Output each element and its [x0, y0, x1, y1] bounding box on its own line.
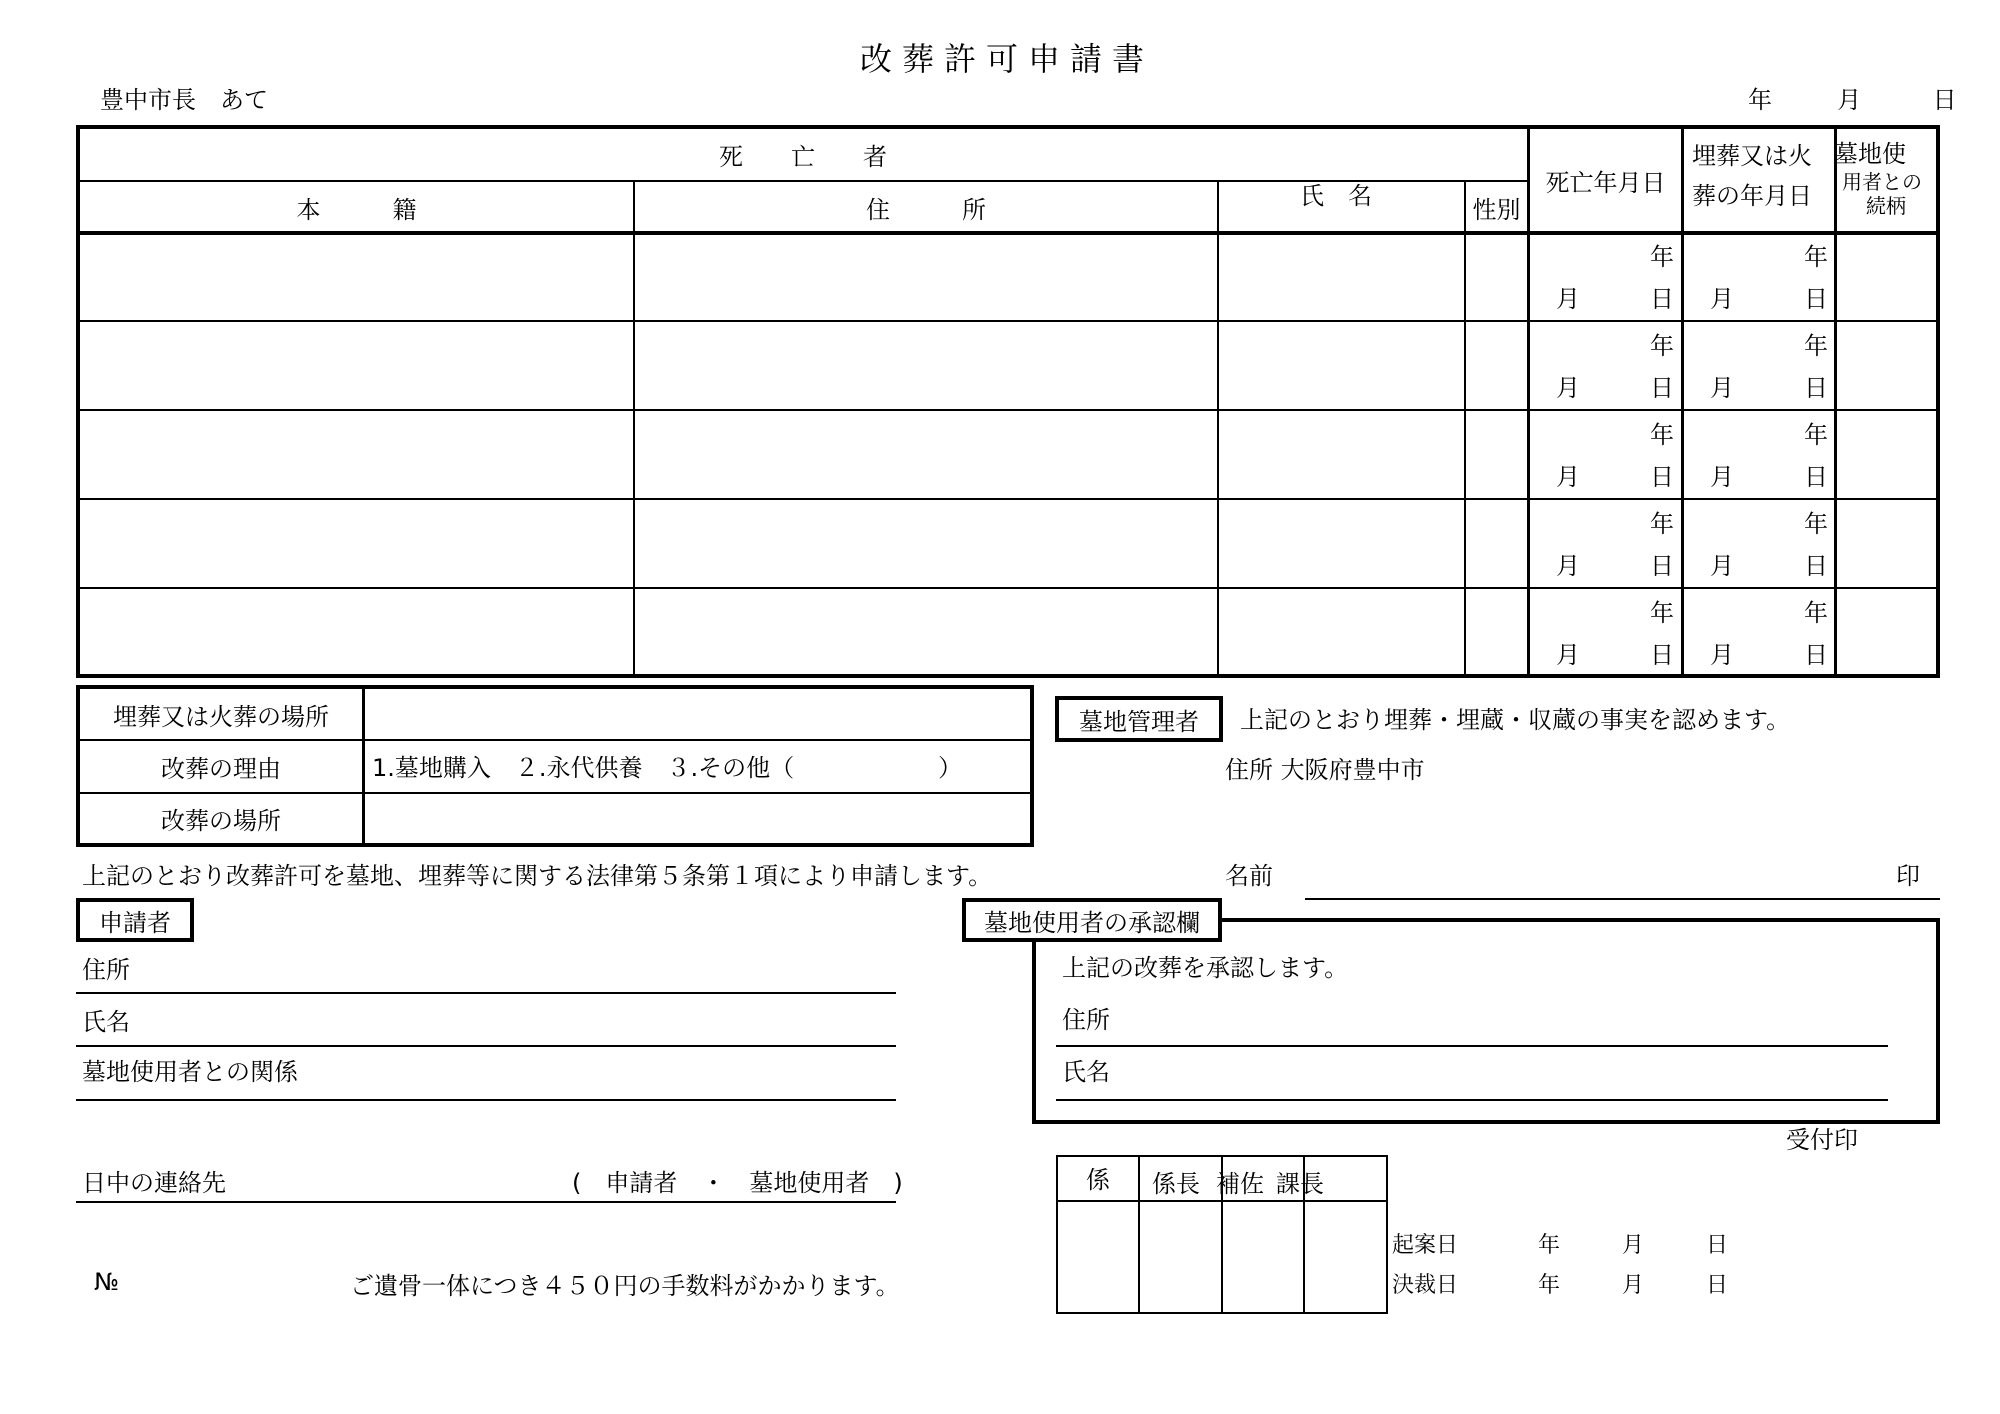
office-col-staff: 係	[1086, 1166, 1110, 1194]
col-death-date: 死亡年月日	[1545, 168, 1666, 197]
row-4-death-year: 年	[1650, 510, 1674, 538]
reburial-place-label: 改葬の場所	[161, 807, 281, 835]
approval-name-label: 氏名	[1062, 1058, 1110, 1086]
decision-date-year: 年	[1538, 1273, 1561, 1298]
header-date-year: 年	[1748, 86, 1772, 114]
row-4-death-month: 月	[1556, 552, 1580, 580]
row-3-burial-month: 月	[1710, 463, 1734, 491]
row-1-burial-month: 月	[1710, 285, 1734, 313]
applicant-address-label: 住所	[82, 956, 130, 984]
office-col-chief: 係長	[1152, 1170, 1200, 1198]
draft-date-year: 年	[1538, 1233, 1561, 1258]
row-3-death-day: 日	[1650, 463, 1674, 491]
manager-name-line[interactable]	[1305, 898, 1940, 900]
manager-seal: 印	[1896, 862, 1920, 890]
col-honseki: 本 籍	[296, 195, 417, 224]
manager-name-label: 名前	[1225, 862, 1273, 890]
header-date	[1748, 80, 1957, 115]
row-2-death-month: 月	[1556, 374, 1580, 402]
row-5-death-month: 月	[1556, 641, 1580, 669]
approval-name-line[interactable]	[1056, 1099, 1888, 1101]
addressee: 豊中市長 あて	[100, 86, 268, 114]
col-relation-line1: 墓地使	[1834, 140, 1906, 168]
deceased-header: 死 亡 者	[719, 143, 887, 171]
applicant-address-line[interactable]	[76, 992, 896, 994]
row-5-burial-year: 年	[1804, 599, 1828, 627]
header-date-month: 月	[1837, 86, 1862, 114]
row-1-death-month: 月	[1556, 285, 1580, 313]
col-relation-line2: 用者との	[1842, 170, 1922, 194]
draft-date-row	[1392, 1228, 1728, 1259]
decision-date-row	[1392, 1268, 1728, 1299]
office-col-manager: 課長	[1276, 1170, 1324, 1198]
draft-date-day: 日	[1706, 1233, 1729, 1258]
row-3-death-year: 年	[1650, 421, 1674, 449]
contact-options[interactable]: ( 申請者 ・ 墓地使用者 )	[572, 1169, 903, 1197]
fee-note: ご遺骨一体につき４５０円の手数料がかかります。	[350, 1272, 900, 1300]
col-sex: 性別	[1472, 195, 1521, 224]
col-burial-date-line1: 埋葬又は火	[1692, 142, 1812, 170]
page-title: 改葬許可申請書	[860, 40, 1155, 78]
col-name: 氏 名	[1300, 182, 1372, 210]
burial-place-label: 埋葬又は火葬の場所	[113, 702, 329, 731]
reason-options[interactable]: 1.墓地購入 ２.永代供養 ３.その他（ ）	[372, 754, 963, 782]
applicant-label: 申請者	[76, 898, 194, 942]
row-5-burial-month: 月	[1710, 641, 1734, 669]
decision-date-month: 月	[1622, 1273, 1645, 1298]
row-3-death-month: 月	[1556, 463, 1580, 491]
contact-line[interactable]	[76, 1201, 896, 1203]
contact-label: 日中の連絡先	[82, 1169, 226, 1197]
row-4-burial-day: 日	[1804, 552, 1828, 580]
row-2-burial-month: 月	[1710, 374, 1734, 402]
col-relation-line3: 続柄	[1866, 194, 1906, 218]
applicant-relation-label: 墓地使用者との関係	[82, 1058, 298, 1086]
row-4-burial-year: 年	[1804, 510, 1828, 538]
manager-address: 住所 大阪府豊中市	[1225, 756, 1425, 784]
row-2-death-year: 年	[1650, 332, 1674, 360]
row-1-burial-year: 年	[1804, 243, 1828, 271]
applicant-relation-line[interactable]	[76, 1099, 896, 1101]
decision-date-day: 日	[1706, 1273, 1729, 1298]
row-2-death-day: 日	[1650, 374, 1674, 402]
row-5-burial-day: 日	[1804, 641, 1828, 669]
col-address: 住 所	[866, 195, 986, 224]
manager-statement: 上記のとおり埋葬・埋蔵・収蔵の事実を認めます。	[1240, 706, 1791, 734]
approval-statement: 上記の改葬を承認します。	[1062, 954, 1349, 982]
approval-label: 墓地使用者の承認欄	[962, 898, 1222, 942]
office-col-assistant: 補佐	[1216, 1170, 1264, 1198]
approval-address-label: 住所	[1062, 1006, 1110, 1034]
draft-date-label: 起案日	[1392, 1233, 1459, 1258]
row-5-death-day: 日	[1650, 641, 1674, 669]
col-burial-date-line2: 葬の年月日	[1692, 182, 1812, 210]
applicant-name-label: 氏名	[82, 1008, 130, 1036]
row-1-burial-day: 日	[1804, 285, 1828, 313]
decision-date-label: 決裁日	[1392, 1273, 1459, 1298]
row-1-death-day: 日	[1650, 285, 1674, 313]
row-2-burial-year: 年	[1804, 332, 1828, 360]
approval-address-line[interactable]	[1056, 1045, 1888, 1047]
declaration: 上記のとおり改葬許可を墓地、埋葬等に関する法律第５条第１項により申請します。	[82, 862, 993, 890]
row-3-burial-year: 年	[1804, 421, 1828, 449]
draft-date-month: 月	[1622, 1233, 1645, 1258]
manager-label: 墓地管理者	[1055, 696, 1223, 742]
row-3-burial-day: 日	[1804, 463, 1828, 491]
applicant-name-line[interactable]	[76, 1045, 896, 1047]
row-2-burial-day: 日	[1804, 374, 1828, 402]
row-4-death-day: 日	[1650, 552, 1674, 580]
row-1-death-year: 年	[1650, 243, 1674, 271]
row-5-death-year: 年	[1650, 599, 1674, 627]
header-date-day: 日	[1932, 86, 1957, 114]
row-4-burial-month: 月	[1710, 552, 1734, 580]
number-mark: №	[94, 1268, 119, 1296]
reason-label: 改葬の理由	[161, 755, 281, 783]
reception-seal-label: 受付印	[1786, 1126, 1858, 1154]
